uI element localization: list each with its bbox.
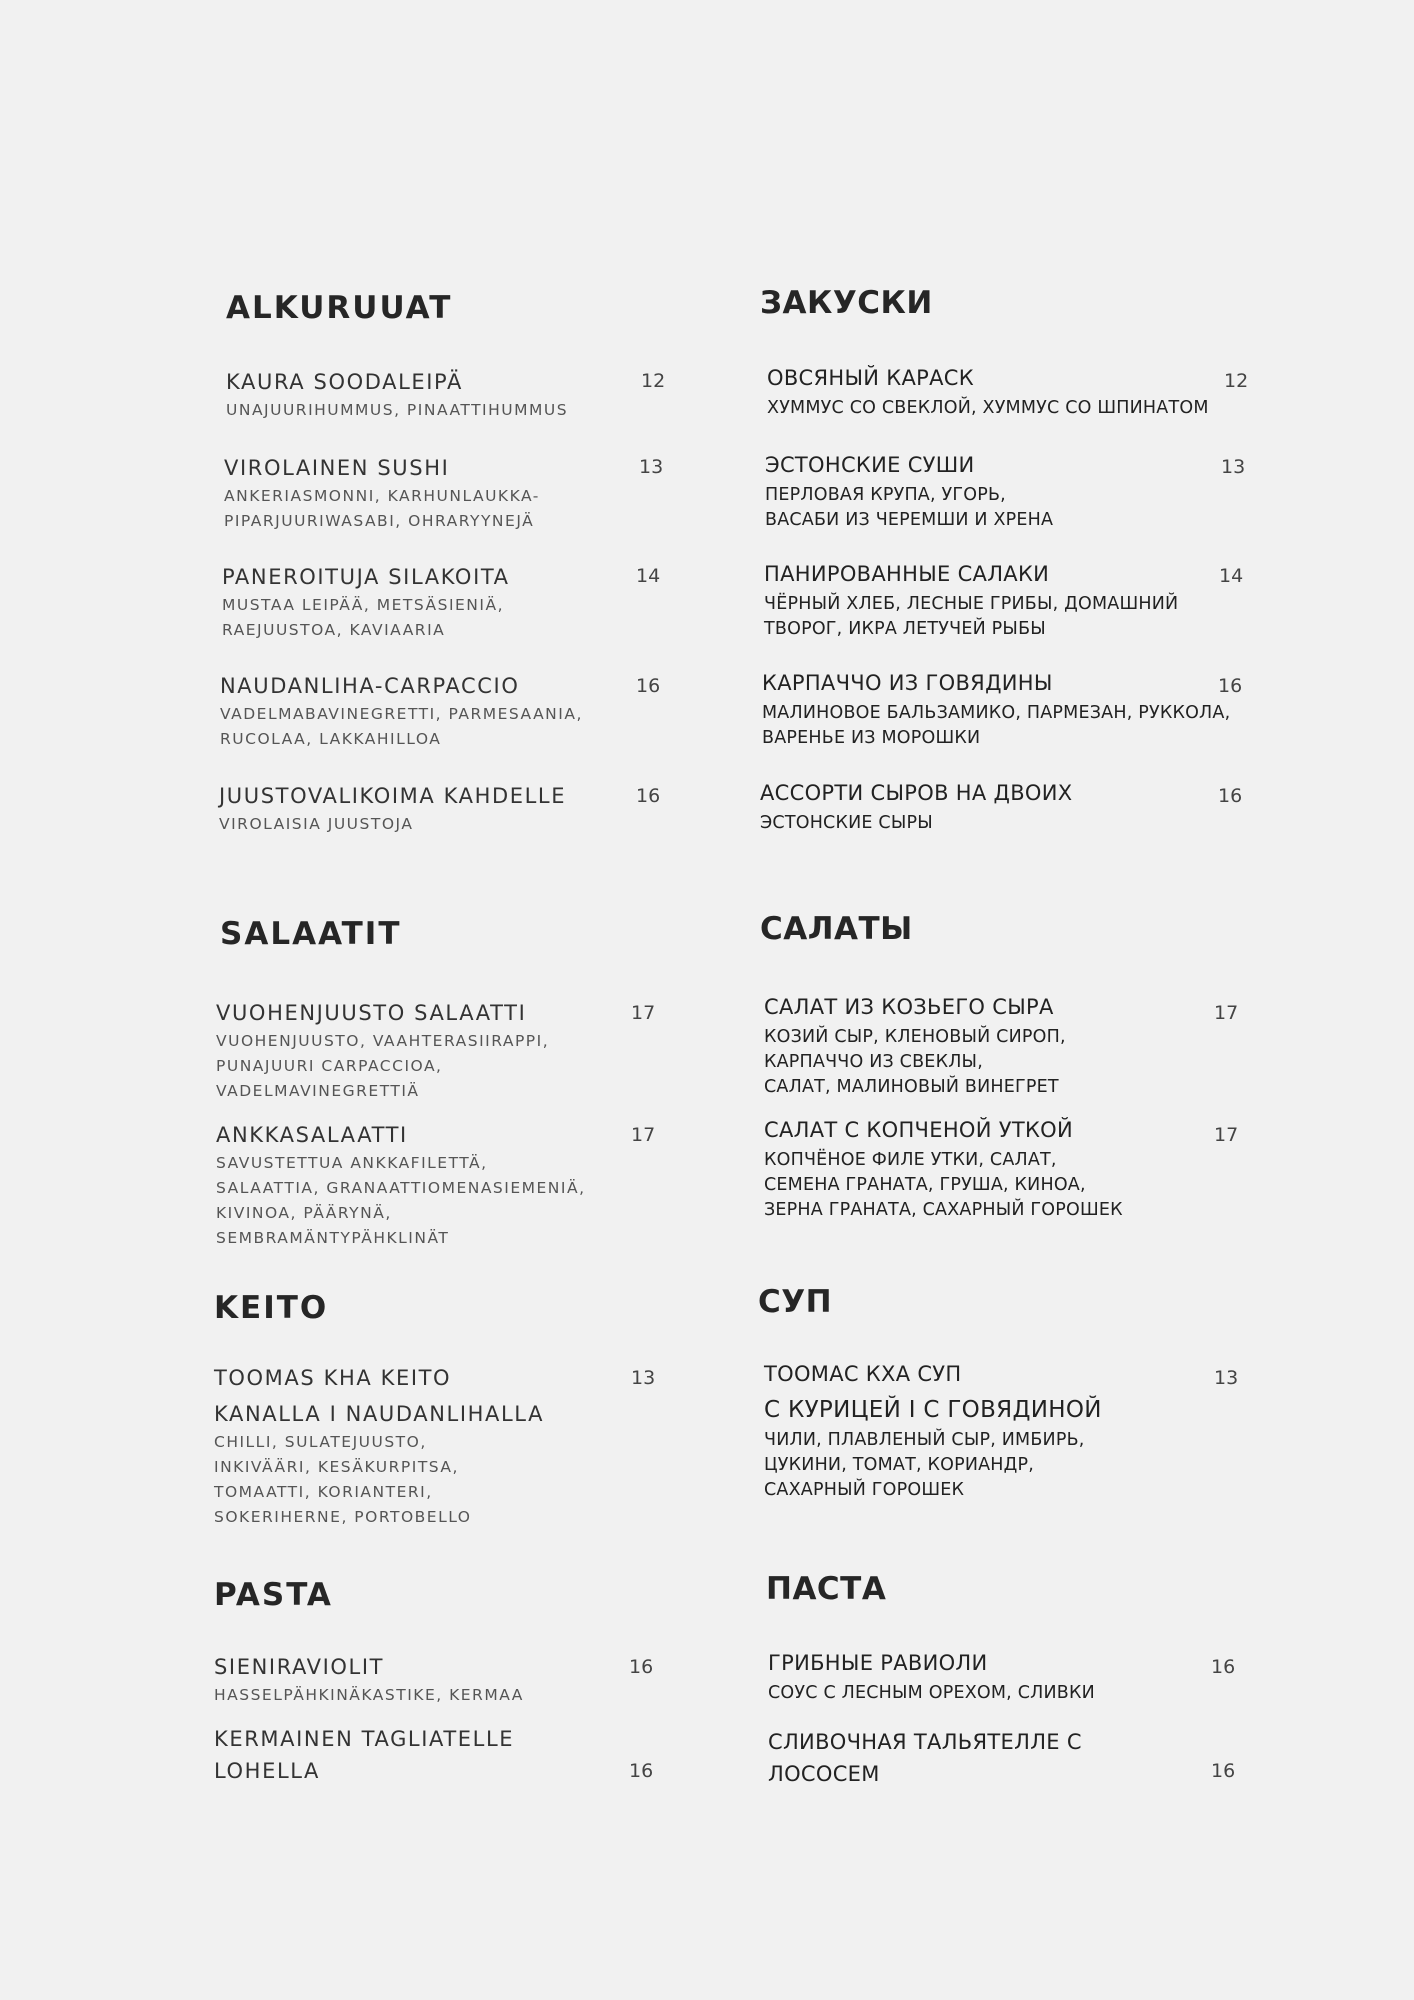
item-price: 14 — [1219, 565, 1244, 587]
item-price: 17 — [1214, 1124, 1239, 1146]
item-description: ПЕРЛОВАЯ КРУПА, УГОРЬ, ВАСАБИ ИЗ ЧЕРЕМШИ И ХРЕНА — [765, 485, 1054, 530]
item-name: СЛИВОЧНАЯ ТАЛЬЯТЕЛЛЕ С — [768, 1730, 1082, 1754]
item-name: САЛАТ С КОПЧЕНОЙ УТКОЙ — [764, 1118, 1073, 1142]
item-subtitle: С КУРИЦЕЙ I С ГОВЯДИНОЙ — [764, 1397, 1102, 1423]
item-name: KERMAINEN TAGLIATELLE — [214, 1727, 515, 1751]
item-name: ANKKASALAATTI — [216, 1123, 408, 1147]
item-name: ЭСТОНСКИЕ СУШИ — [765, 453, 975, 477]
item-name: VIROLAINEN SUSHI — [224, 456, 450, 480]
item-description: UNAJUURIHUMMUS, PINAATTIHUMMUS — [226, 401, 569, 419]
menu-item — [767, 364, 1209, 421]
item-name: VUOHENJUUSTO SALAATTI — [216, 1001, 527, 1025]
item-description: HASSELPÄHKINÄKASTIKE, KERMAA — [214, 1686, 524, 1704]
item-description: ANKERIASMONNI, KARHUNLAUKKA- PIPARJUURIWASABI, OHRARYYNEJÄ — [224, 487, 540, 530]
section-title-keito: KEITO — [214, 1290, 329, 1326]
item-name: SIENIRAVIOLIT — [214, 1655, 385, 1679]
item-description: МАЛИНОВОЕ БАЛЬЗАМИКО, ПАРМЕЗАН, РУККОЛА, ВАРЕНЬЕ ИЗ МОРОШКИ — [762, 703, 1231, 748]
item-price: 14 — [636, 565, 661, 587]
item-price: 13 — [1214, 1367, 1239, 1389]
item-price: 16 — [1211, 1760, 1236, 1782]
item-description: VADELMABAVINEGRETTI, PARMESAANIA, RUCOLAA, LAKKAHILLOA — [220, 705, 583, 748]
section-title-alkuruuat: ALKURUUAT — [226, 290, 453, 326]
item-name: KAURA SOODALEIPÄ — [226, 370, 463, 394]
menu-item — [764, 1360, 1102, 1503]
item-description: VIROLAISIA JUUSTOJA — [219, 815, 414, 833]
item-description: ЧИЛИ, ПЛАВЛЕНЫЙ СЫР, ИМБИРЬ, ЦУКИНИ, ТОМАТ, КОРИАНДР, САХАРНЫЙ ГОРОШЕК — [764, 1430, 1085, 1500]
item-name: ОВСЯНЫЙ КАРАСК — [767, 366, 974, 390]
item-price: 17 — [631, 1002, 656, 1024]
item-description: КОЗИЙ СЫР, КЛЕНОВЫЙ СИРОП, КАРПАЧЧО ИЗ СВЕКЛЫ, САЛАТ, МАЛИНОВЫЙ ВИНЕГРЕТ — [764, 1027, 1066, 1097]
item-description: VUOHENJUUSTO, VAAHTERASIIRAPPI, PUNAJUURI CARPACCIOA, VADELMAVINEGRETTIÄ — [216, 1032, 550, 1100]
item-name: TOOMAS KHA KEITO — [214, 1366, 452, 1390]
item-price: 13 — [631, 1367, 656, 1389]
item-price: 16 — [629, 1656, 654, 1678]
item-name: ПАНИРОВАННЫЕ САЛАКИ — [764, 562, 1050, 586]
item-price: 13 — [1221, 456, 1246, 478]
item-name: JUUSTOVALIKOIMA KAHDELLE — [219, 784, 567, 808]
menu-item — [762, 669, 1230, 751]
item-description: ЧЁРНЫЙ ХЛЕБ, ЛЕСНЫЕ ГРИБЫ, ДОМАШНИЙ ТВОРОГ, ИКРА ЛЕТУЧЕЙ РЫБЫ — [764, 594, 1179, 639]
item-subtitle: KANALLA I NAUDANLIHALLA — [214, 1402, 545, 1426]
menu-item — [764, 1116, 1123, 1223]
section-title-pasta: PASTA — [214, 1577, 333, 1613]
section-title-sup: СУП — [758, 1284, 833, 1320]
item-description: MUSTAA LEIPÄÄ, METSÄSIENIÄ, RAEJUUSTOA, KAVIAARIA — [222, 596, 504, 639]
item-name: АССОРТИ СЫРОВ НА ДВОИХ — [760, 781, 1073, 805]
item-name: САЛАТ ИЗ КОЗЬЕГО СЫРА — [764, 995, 1054, 1019]
item-description: ХУММУС СО СВЕКЛОЙ, ХУММУС СО ШПИНАТОМ — [767, 398, 1209, 418]
item-description: СОУС С ЛЕСНЫМ ОРЕХОМ, СЛИВКИ — [768, 1683, 1095, 1703]
section-title-zakuski: ЗАКУСКИ — [760, 285, 933, 321]
item-description: SAVUSTETTUA ANKKAFILETTÄ, SALAATTIA, GRANAATTIOMENASIEMENIÄ, KIVINOA, PÄÄRYNÄ, SEMBRAMÄNTYPÄHKLINÄT — [216, 1154, 586, 1247]
item-name: PANEROITUJA SILAKOITA — [222, 565, 510, 589]
menu-item — [760, 779, 1072, 836]
menu-item — [768, 1728, 1082, 1788]
menu-item — [768, 1649, 1095, 1706]
item-name-continued: ЛОСОСЕМ — [768, 1762, 880, 1786]
item-price: 17 — [1214, 1002, 1239, 1024]
item-name: ТООМАС КХА СУП — [764, 1362, 962, 1386]
item-description: ЭСТОНСКИЕ СЫРЫ — [760, 813, 933, 833]
section-title-salaatit: SALAATIT — [220, 916, 402, 952]
item-name: ГРИБНЫЕ РАВИОЛИ — [768, 1651, 988, 1675]
item-name: NAUDANLIHA-CARPACCIO — [220, 674, 520, 698]
item-description: CHILLI, SULATEJUUSTO, INKIVÄÄRI, KESÄKURPITSA, TOMAATTI, KORIANTERI, SOKERIHERNE, PORTOBELLO — [214, 1433, 472, 1526]
item-name: КАРПАЧЧО ИЗ ГОВЯДИНЫ — [762, 671, 1053, 695]
menu-item — [765, 451, 1053, 533]
item-name-continued: LOHELLA — [214, 1759, 320, 1783]
section-title-pasta-ru: ПАСТА — [766, 1571, 887, 1607]
item-price: 16 — [1218, 785, 1243, 807]
item-price: 16 — [636, 785, 661, 807]
item-price: 16 — [1211, 1656, 1236, 1678]
menu-item — [764, 560, 1178, 642]
item-price: 17 — [631, 1124, 656, 1146]
section-title-salaty: САЛАТЫ — [760, 911, 913, 947]
menu-item — [764, 993, 1066, 1100]
item-price: 16 — [629, 1760, 654, 1782]
item-price: 16 — [636, 675, 661, 697]
item-price: 12 — [1224, 370, 1249, 392]
item-price: 12 — [641, 370, 666, 392]
item-price: 13 — [639, 456, 664, 478]
item-price: 16 — [1218, 675, 1243, 697]
item-description: КОПЧЁНОЕ ФИЛЕ УТКИ, САЛАТ, СЕМЕНА ГРАНАТА, ГРУША, КИНОА, ЗЕРНА ГРАНАТА, САХАРНЫЙ ГОРОШЕК — [764, 1150, 1123, 1220]
